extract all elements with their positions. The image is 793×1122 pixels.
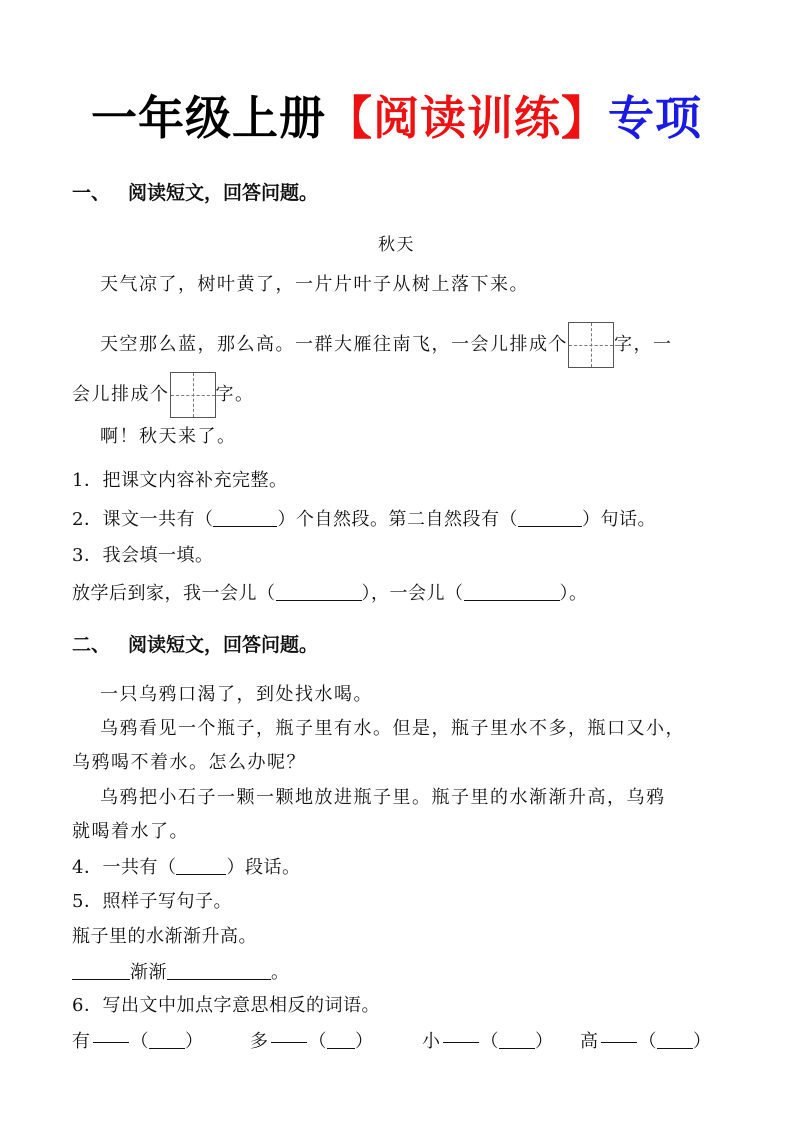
tianzige-box-1[interactable]	[568, 322, 614, 368]
answer-blank[interactable]	[72, 959, 130, 980]
page-title	[0, 88, 793, 148]
title-topic: 【阅读训练】	[326, 91, 608, 145]
antonym-item	[72, 1028, 250, 1055]
section1-paragraph-3: 啊！秋天来了。	[100, 426, 237, 447]
paragraph-text: 天空那么蓝，那么高。一群大雁往南飞，一会儿排成个	[100, 334, 568, 355]
answer-blank[interactable]	[327, 1028, 355, 1049]
answer-blank[interactable]	[518, 506, 582, 527]
answer-blank[interactable]	[657, 1028, 693, 1049]
section2-paragraph-2-line1: 乌鸦看见一个瓶子，瓶子里有水。但是，瓶子里水不多，瓶口又小，	[100, 718, 685, 739]
question-text: ）段话。	[226, 857, 301, 878]
dash	[93, 1042, 129, 1043]
paragraph-text: 字。	[215, 384, 255, 405]
paren-close: ）	[185, 1031, 204, 1052]
question-6: 6．写出文中加点字意思相反的词语。	[72, 995, 380, 1016]
section2-paragraph-3-line2: 就喝着水了。	[72, 821, 189, 842]
antonym-word: 多	[250, 1031, 269, 1052]
section2-paragraph-3-line1: 乌鸦把小石子一颗一颗地放进瓶子里。瓶子里的水渐渐升高，乌鸦	[100, 787, 666, 808]
section2-heading	[72, 632, 318, 658]
question-5-example: 瓶子里的水渐渐升高。	[72, 926, 257, 947]
question-4	[72, 854, 300, 881]
answer-blank[interactable]	[176, 854, 226, 875]
antonym-word: 小	[422, 1031, 441, 1052]
paren-open: （	[308, 1031, 327, 1052]
question-text: 放学后到家，我一会儿（	[72, 583, 276, 604]
question-text: 。	[271, 962, 290, 983]
section1-paragraph-2-line1	[100, 322, 673, 368]
question-text: ）句话。	[581, 509, 656, 530]
question-text: 渐渐	[130, 962, 167, 983]
answer-blank[interactable]	[276, 580, 362, 601]
section1-heading	[72, 180, 318, 206]
section2-heading-text: 阅读短文，回答问题。	[128, 634, 319, 656]
antonym-item	[580, 1028, 712, 1055]
answer-blank[interactable]	[464, 580, 560, 601]
question-text: ）。	[559, 583, 588, 604]
section1-number: 一、	[72, 182, 111, 204]
question-3-fill	[72, 580, 588, 607]
paragraph-text: 会儿排成个	[72, 384, 170, 405]
passage-title: 秋天	[378, 235, 415, 255]
title-suffix: 专项	[608, 91, 702, 145]
antonym-word: 高	[580, 1031, 599, 1052]
antonym-item	[422, 1028, 580, 1055]
answer-blank[interactable]	[167, 959, 271, 980]
question-text: ）个自然段。第二自然段有（	[277, 509, 518, 530]
paren-close: ）	[535, 1031, 554, 1052]
paren-open: （	[480, 1031, 499, 1052]
section2-paragraph-1: 一只乌鸦口渴了，到处找水喝。	[100, 684, 373, 705]
question-1: 1．把课文内容补充完整。	[72, 470, 288, 491]
antonym-word: 有	[72, 1031, 91, 1052]
paragraph-text: 字，一	[614, 334, 673, 355]
antonym-item	[250, 1028, 422, 1055]
section1-paragraph-2-line2	[72, 372, 255, 418]
title-grade: 一年级上册	[91, 91, 326, 145]
section1-heading-text: 阅读短文，回答问题。	[128, 182, 319, 204]
dash	[443, 1042, 479, 1043]
question-5-fill	[72, 959, 290, 986]
paren-close: ）	[355, 1031, 374, 1052]
section1-paragraph-1: 天气凉了，树叶黄了，一片片叶子从树上落下来。	[100, 274, 529, 295]
dash	[601, 1042, 637, 1043]
question-3: 3．我会填一填。	[72, 545, 214, 566]
question-2	[72, 506, 656, 533]
tianzige-box-2[interactable]	[170, 372, 216, 418]
section2-paragraph-2-line2: 乌鸦喝不着水。怎么办呢？	[72, 752, 306, 773]
answer-blank[interactable]	[149, 1028, 185, 1049]
answer-blank[interactable]	[499, 1028, 535, 1049]
question-text: 2．课文一共有（	[72, 509, 214, 530]
answer-blank[interactable]	[213, 506, 277, 527]
section2-number: 二、	[72, 634, 111, 656]
question-6-antonyms	[72, 1028, 712, 1055]
paren-close: ）	[693, 1031, 712, 1052]
question-text: 4．一共有（	[72, 857, 177, 878]
paren-open: （	[130, 1031, 149, 1052]
dash	[271, 1042, 307, 1043]
question-5: 5．照样子写句子。	[72, 891, 232, 912]
paren-open: （	[638, 1031, 657, 1052]
question-text: ），一会儿（	[361, 583, 464, 604]
